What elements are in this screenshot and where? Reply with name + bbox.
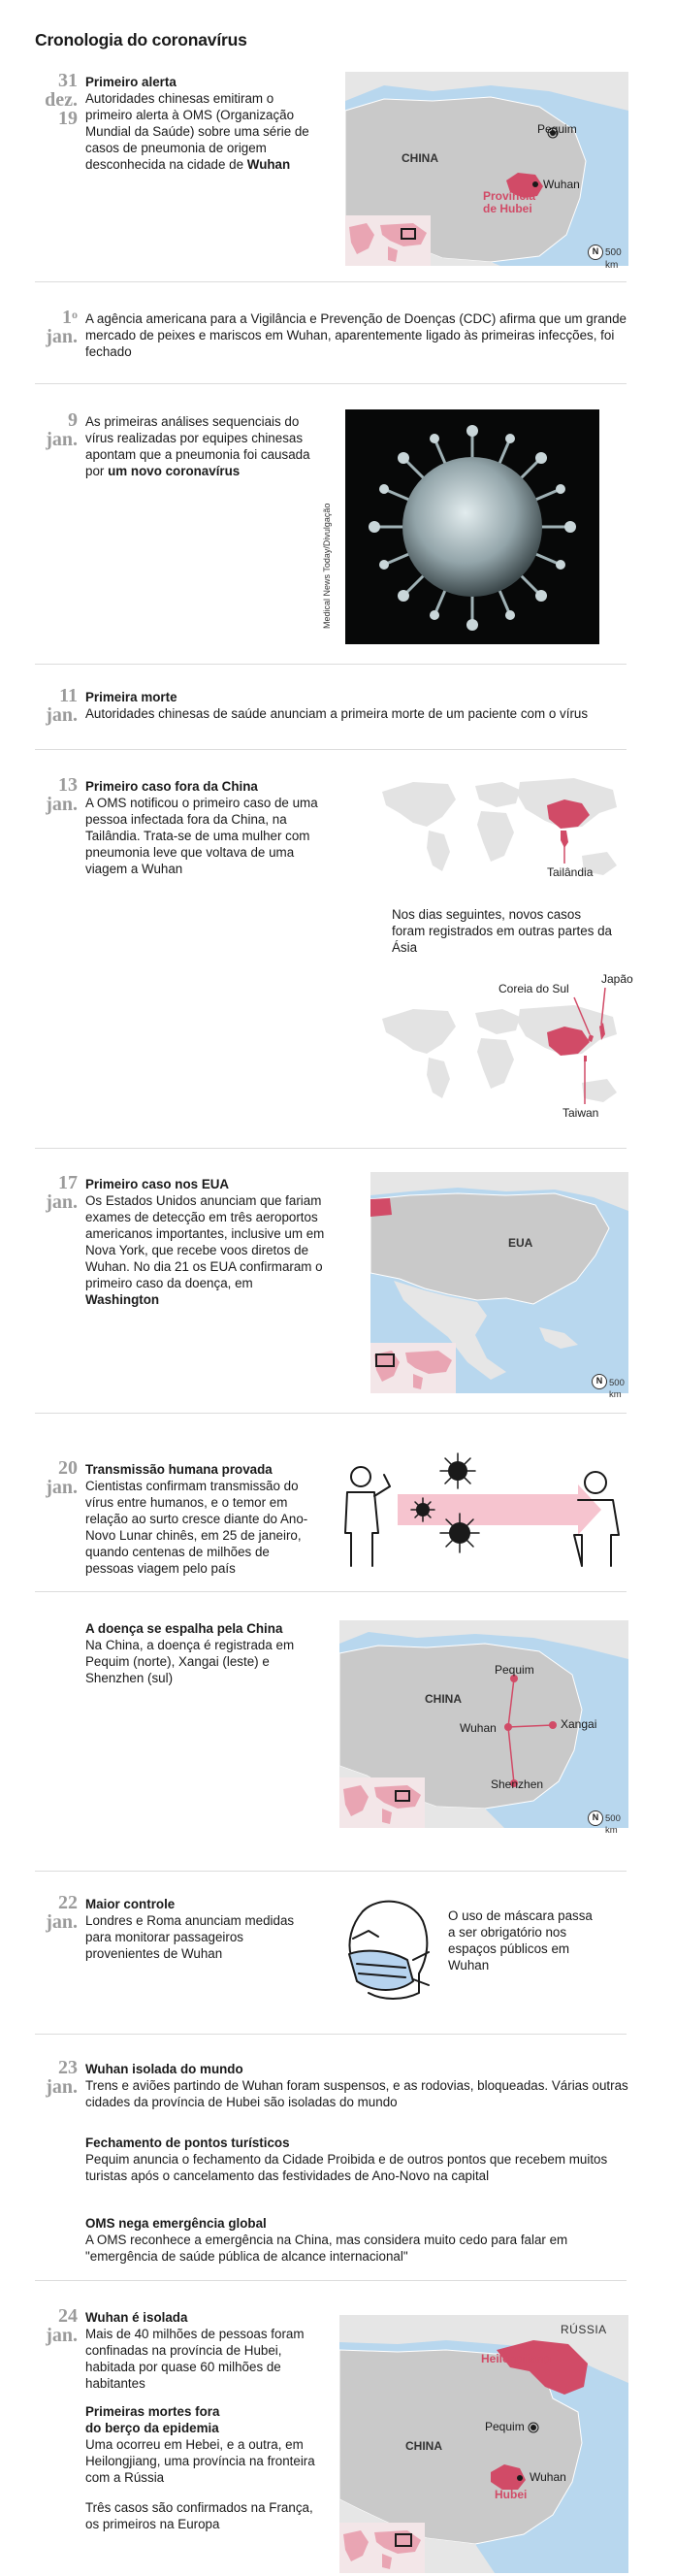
divider [35, 1413, 627, 1414]
entry-heading: Primeiro alerta [85, 75, 177, 89]
map-label-shenzhen: Shenzhen [491, 1777, 544, 1791]
entry-jan22 [85, 1896, 308, 1962]
divider [35, 1148, 627, 1149]
entry-text: A agência americana para a Vigilância e Prevenção de Doenças (CDC) afirma que um grande mercado de peixes e mariscos em Wuhan, aparentemente ligado às primeiras infecções, foi fechado [85, 311, 627, 360]
entry-date-jan24: 24 jan. [46, 2305, 78, 2346]
entry-text-3: Três casos são confirmados na França, os primeiros na Europa [85, 2500, 313, 2532]
map2-caption: Nos dias seguintes, novos casos foram registrados em outras partes da Ásia [392, 907, 613, 956]
entry-text: Pequim anuncia o fechamento da Cidade Proibida e de outros pontos que recebem muitos turistas após o cancelamento das festividades de Ano-Novo na capital [85, 2152, 608, 2184]
entry-text: A OMS reconhece a emergência na China, mas considera muito cedo para falar em "emergência de saúde pública de alcance internacional" [85, 2233, 568, 2265]
entry-date-jan23: 23 jan. [46, 2057, 78, 2098]
map-usa [370, 1172, 628, 1401]
map-china-spread [339, 1620, 628, 1837]
entry-jan11 [85, 689, 628, 722]
map-label-shanghai: Xangai [561, 1717, 597, 1731]
map-scale: 500 km [605, 247, 622, 271]
map-label-china: CHINA [405, 2439, 442, 2453]
divider [35, 664, 627, 665]
entry-text: Os Estados Unidos anunciam que fariam exames de detecção em três aeroportos americanos importantes, inclusive um em Nova York, que recebe voos diretos de Wuhan. No dia 21 os EUA confirmaram o primeiro caso da doença, em Washington [85, 1193, 325, 1308]
map-label-korea: Coreia do Sul [498, 982, 569, 995]
entry-date-jan17: 17 jan. [46, 1172, 78, 1213]
world-map-thailand [374, 770, 628, 895]
entry-heading: Fechamento de pontos turísticos [85, 2136, 290, 2150]
entry-heading: Transmissão humana provada [85, 1462, 273, 1477]
entry-heading: Wuhan é isolada [85, 2310, 188, 2325]
entry-heading-2: Primeiras mortes fora do berço da epidemia [85, 2404, 220, 2436]
divider [35, 383, 627, 384]
entry-text: Autoridades chinesas de saúde anunciam a primeira morte de um paciente com o vírus [85, 706, 589, 722]
entry-date-jan1: 1$^o$ jan. [46, 307, 78, 347]
entry-jan9 [85, 413, 318, 479]
entry-jan17 [85, 1176, 328, 1308]
divider [35, 281, 627, 282]
entry-text: As primeiras análises sequenciais do vírus realizadas por equipes chinesas apontam que a pneumonia foi causada por um novo coronavírus [85, 414, 310, 479]
divider [35, 749, 627, 750]
north-arrow-icon: N [592, 1374, 607, 1389]
entry-text: Mais de 40 milhões de pessoas foram confinadas na província de Hubei, habitada por quase 60 milhões de habitantes [85, 2327, 305, 2392]
entry-dec31 [85, 74, 318, 173]
entry-heading: Primeira morte [85, 690, 177, 704]
entry-heading: Wuhan isolada do mundo [85, 2062, 243, 2076]
entry-jan24 [85, 2309, 318, 2532]
inset-world-map [339, 1777, 425, 1828]
map-label-japan: Japão [601, 972, 633, 986]
inset-world-map [370, 1343, 456, 1393]
mask-illustration [336, 1892, 434, 2006]
entry-text: A OMS notificou o primeiro caso de uma pessoa infectada fora da China, na Tailândia. Trata-se de uma mulher com pneumonia leve que voltava de uma viagem a Wuhan [85, 796, 318, 877]
entry-jan13 [85, 778, 324, 877]
map-label-russia: RÚSSIA [561, 2323, 607, 2336]
entry-jan1 [85, 310, 628, 360]
entry-date-jan20: 20 jan. [46, 1457, 78, 1498]
entry-text: Londres e Roma anunciam medidas para monitorar passageiros provenientes de Wuhan [85, 1913, 295, 1962]
entry-date-jan11: 11 jan. [46, 685, 78, 726]
entry-date-dec31: 31 dez. 19 [45, 70, 78, 130]
map-label-wuhan: Wuhan [543, 178, 580, 191]
north-arrow-icon: N [588, 1810, 603, 1826]
entry-text: Na China, a doença é registrada em Pequim (norte), Xangai (leste) e Shenzhen (sul) [85, 1638, 295, 1686]
map-china-heilongjiang [339, 2315, 628, 2573]
entry-heading: Primeiro caso nos EUA [85, 1177, 230, 1191]
map-china-hubei [345, 72, 628, 271]
human-transmission-illustration [339, 1420, 630, 1576]
map-label-beijing: Pequim [495, 1663, 534, 1677]
divider [35, 1591, 627, 1592]
map-label-thailand: Tailândia [547, 865, 594, 879]
map-label-wuhan: Wuhan [460, 1721, 497, 1735]
entry-text: Cientistas confirmam transmissão do vírus entre humanos, e o temor em relação ao surto cresce diante do Ano-Novo Lunar chinês, em 25 de janeiro, quando centenas de milhões de pessoas viagem pelo país [85, 1479, 308, 1577]
divider [35, 2034, 627, 2035]
divider [35, 1871, 627, 1872]
entry-jan20 [85, 1461, 318, 1577]
map-label-taiwan: Taiwan [562, 1106, 599, 1120]
entry-text-2: Uma ocorreu em Hebei, e a outra, em Heilongjiang, uma província na fronteira com a Rússia [85, 2437, 315, 2486]
map-label-hubei: Hubei [495, 2488, 528, 2501]
map-label-hubei: Província de Hubei [483, 189, 536, 215]
entry-jan23-item-who [85, 2215, 628, 2265]
entry-date-jan13: 13 jan. [46, 774, 78, 815]
entry-heading: OMS nega emergência global [85, 2216, 267, 2231]
inset-world-map [339, 2523, 425, 2573]
map-label-usa: EUA [508, 1236, 533, 1250]
map-label-china: CHINA [402, 151, 438, 165]
page-title: Cronologia do coronavírus [35, 30, 247, 49]
entry-jan23-item-isolation [85, 2061, 628, 2110]
map-label-wuhan: Wuhan [530, 2470, 566, 2484]
entry-heading: Primeiro caso fora da China [85, 779, 258, 794]
map-label-heilongjiang: Heilongjiang [481, 2352, 551, 2365]
inset-world-map [345, 215, 431, 266]
entry-text: Autoridades chinesas emitiram o primeiro alerta à OMS (Organização Mundial da Saúde) sobre uma série de casos de pneumonia de origem desconhecida na cidade de Wuhan [85, 91, 309, 173]
map-scale: 500 km [605, 1813, 621, 1837]
mask-note: O uso de máscara passa a ser obrigatório nos espaços públicos em Wuhan [448, 1908, 593, 1973]
world-map-asia-cases [374, 972, 633, 1131]
coronavirus-photo [345, 409, 599, 644]
map-label-china: CHINA [425, 1692, 462, 1706]
entry-heading: Maior controle [85, 1897, 176, 1911]
map-label-beijing: Pequim [485, 2420, 525, 2433]
photo-credit: Medical News Today/Divulgação [322, 503, 332, 629]
entry-text: Trens e aviões partindo de Wuhan foram suspensos, e as rodovias, bloqueadas. Várias outras cidades da província de Hubei são isoladas do mundo [85, 2078, 628, 2110]
divider [35, 2280, 627, 2281]
entry-spread-china [85, 1620, 328, 1686]
map-label-beijing: Pequim [537, 122, 577, 136]
north-arrow-icon: N [588, 245, 603, 260]
entry-jan23-item-tourism [85, 2135, 628, 2184]
entry-date-jan9: 9 jan. [46, 409, 78, 450]
entry-date-jan22: 22 jan. [46, 1892, 78, 1933]
entry-heading: A doença se espalha pela China [85, 1621, 283, 1636]
map-scale: 500 km [609, 1378, 625, 1401]
